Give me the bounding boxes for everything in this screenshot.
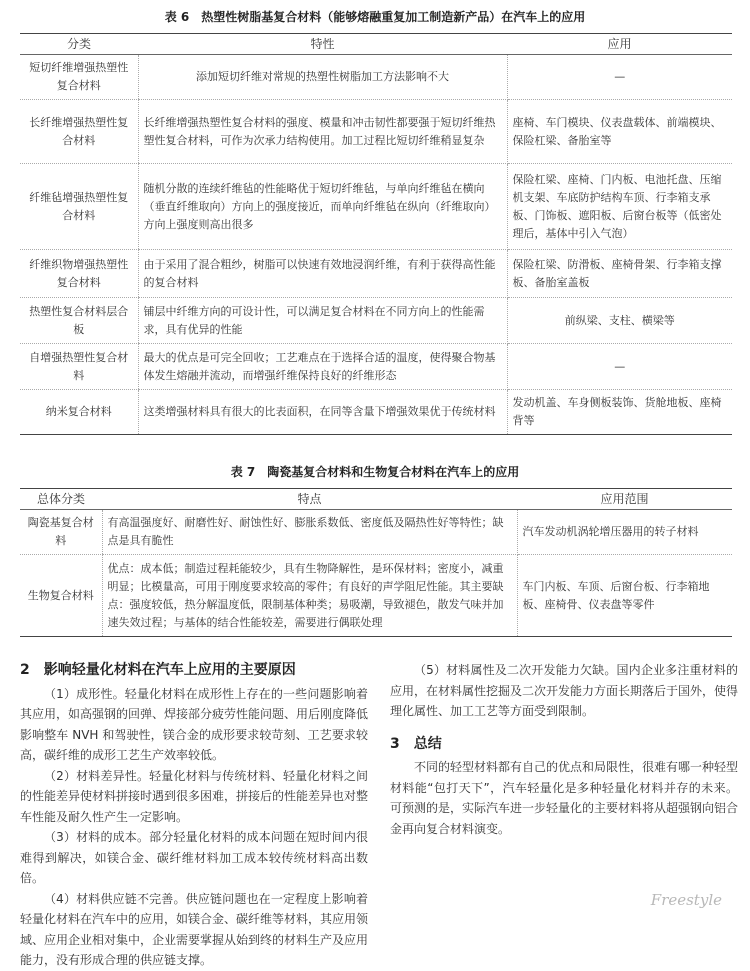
table-cell-category: 纤维织物增强热塑性复合材料 [20,250,138,298]
watermark: Freestyle [650,891,722,909]
table7-header-row [20,489,732,510]
table-cell-property: 长纤维增强热塑性复合材料的强度、模量和冲击韧性都要强于短切纤维热塑性复合材料，可作为次承力结构使用。加工过程比短切纤维稍显复杂 [138,100,507,164]
section2-paragraph-3: （3）材料的成本。部分轻量化材料的成本问题在短时间内很难得到解决，如镁合金、碳纤维材料加工成本较传统材料高出数倍。 [20,830,368,885]
section2-heading: 2 影响轻量化材料在汽车上应用的主要原因 [20,662,296,678]
table-row [20,344,732,390]
table-cell-application: 保险杠梁、座椅、门内板、电池托盘、压缩机支架、车底防护结构车顶、行李箱支承板、门饰板、遮阳板、后窗台板等（低密处理后，基体中引入气泡） [507,164,732,250]
table-cell-application: 座椅、车门模块、仪表盘载体、前端模块、保险杠梁、备胎室等 [507,100,732,164]
table-cell-application: — [507,55,732,100]
table-cell-application: 汽车发动机涡轮增压器用的转子材料 [517,510,732,555]
table-cell-category: 陶瓷基复合材料 [20,510,102,555]
table-cell-category: 自增强热塑性复合材料 [20,344,138,390]
table7-header-category: 总体分类 [20,489,102,510]
table7 [20,488,732,637]
table-cell-property: 随机分散的连续纤维毡的性能略优于短切纤维毡，与单向纤维毡在横向（垂直纤维取向）方向上的强度接近，而单向纤维毡在纵向（纤维取向）方向上强度则高出很多 [138,164,507,250]
section3-heading: 3 总结 [390,735,442,752]
table-cell-property: 添加短切纤维对常规的热塑性树脂加工方法影响不大 [138,55,507,100]
table-cell-application: 前纵梁、支柱、横梁等 [507,298,732,344]
section2-paragraph-2: （2）材料差异性。轻量化材料与传统材料、轻量化材料之间的性能差异使材料拼接时遇到很多困难，拼接后的性能差异也对整车性能及耐久性产生一定影响。 [20,768,369,824]
table-cell-property: 优点：成本低；制造过程耗能较少，具有生物降解性，是环保材料；密度小，减重明显；比模量高，可用于刚度要求较高的零件；有良好的声学阻尼性能。其主要缺点：强度较低，热分解温度低，限制基体种类；易吸潮，导致褪色，散发气味并加速失效过程；与基体的结合性能较差，需要进行偶联处理 [102,555,517,637]
table-cell-application: 车门内板、车顶、后窗台板、行李箱地板、座椅骨、仪表盘等零件 [517,555,732,637]
table6-header-application: 应用 [507,34,732,55]
table6-header-row [20,34,732,55]
table-cell-category: 生物复合材料 [20,555,102,637]
table-row [20,100,732,164]
table-row [20,298,732,344]
section3-paragraph-1: 不同的轻型材料都有自己的优点和局限性，很难有哪一种轻型材料能“包打天下”，汽车轻量化是多种轻量化材料并存的未来。可预测的是，实际汽车进一步轻量化的主要材料将从超强钢向铝合金再向复合材料演变。 [390,760,739,836]
table-cell-property: 最大的优点是可完全回收；工艺难点在于选择合适的温度，使得聚合物基体发生熔融并流动，而增强纤维保持良好的纤维形态 [138,344,507,390]
table-row [20,555,732,637]
table-cell-property: 铺层中纤维方向的可设计性，可以满足复合材料在不同方向上的性能需求，具有优异的性能 [138,298,507,344]
table-row [20,250,732,298]
table6-caption: 表 6 热塑性树脂基复合材料（能够熔融重复加工制造新产品）在汽车上的应用 [164,10,586,24]
right-column [390,660,738,839]
table6 [20,33,732,435]
table7-header-application: 应用范围 [517,489,732,510]
table-cell-category: 热塑性复合材料层合板 [20,298,138,344]
table-cell-property: 有高温强度好、耐磨性好、耐蚀性好、膨胀系数低、密度低及隔热性好等特性；缺点是具有脆性 [102,510,517,555]
table-row [20,510,732,555]
table-cell-category: 纳米复合材料 [20,390,138,435]
table-cell-application: — [507,344,732,390]
section2-paragraph-1: （1）成形性。轻量化材料在成形性上存在的一些问题影响着其应用，如高强钢的回弹、焊接部分疲劳性能问题、用后刚度降低影响整车 NVH 和驾驶性，镁合金的成形要求较苛刻、工艺要求较高，碳纤维的成形工艺生产效率较低。 [20,686,369,762]
table7-header-property: 特点 [102,489,517,510]
left-column [20,660,368,971]
table-cell-category: 纤维毡增强热塑性复合材料 [20,164,138,250]
table-cell-category: 短切纤维增强热塑性复合材料 [20,55,138,100]
table-cell-application: 发动机盖、车身侧板装饰、货舱地板、座椅背等 [507,390,732,435]
table6-header-property: 特性 [138,34,507,55]
table6-header-category: 分类 [20,34,138,55]
section2-paragraph-4: （4）材料供应链不完善。供应链问题也在一定程度上影响着轻量化材料在汽车中的应用，如镁合金、碳纤维等材料，其应用领域、应用企业相对集中，企业需要掌握从始到终的材料生产及应用能力，没有形成合理的供应链支撑。 [20,891,369,967]
table-cell-category: 长纤维增强热塑性复合材料 [20,100,138,164]
table-row [20,55,732,100]
section2-paragraph-5: （5）材料属性及二次开发能力欠缺。国内企业多注重材料的应用，在材料属性挖掘及二次开发能力方面长期落后于国外，使得理化属性、加工工艺等方面受到限制。 [390,663,739,718]
table-cell-property: 这类增强材料具有很大的比表面积，在同等含量下增强效果优于传统材料 [138,390,507,435]
table-row [20,164,732,250]
table-row [20,390,732,435]
table-cell-application: 保险杠梁、防滑板、座椅骨架、行李箱支撑板、备胎室盖板 [507,250,732,298]
table-cell-property: 由于采用了混合粗纱，树脂可以快速有效地浸润纤维，有利于获得高性能的复合材料 [138,250,507,298]
table7-caption: 表 7 陶瓷基复合材料和生物复合材料在汽车上的应用 [230,465,520,479]
